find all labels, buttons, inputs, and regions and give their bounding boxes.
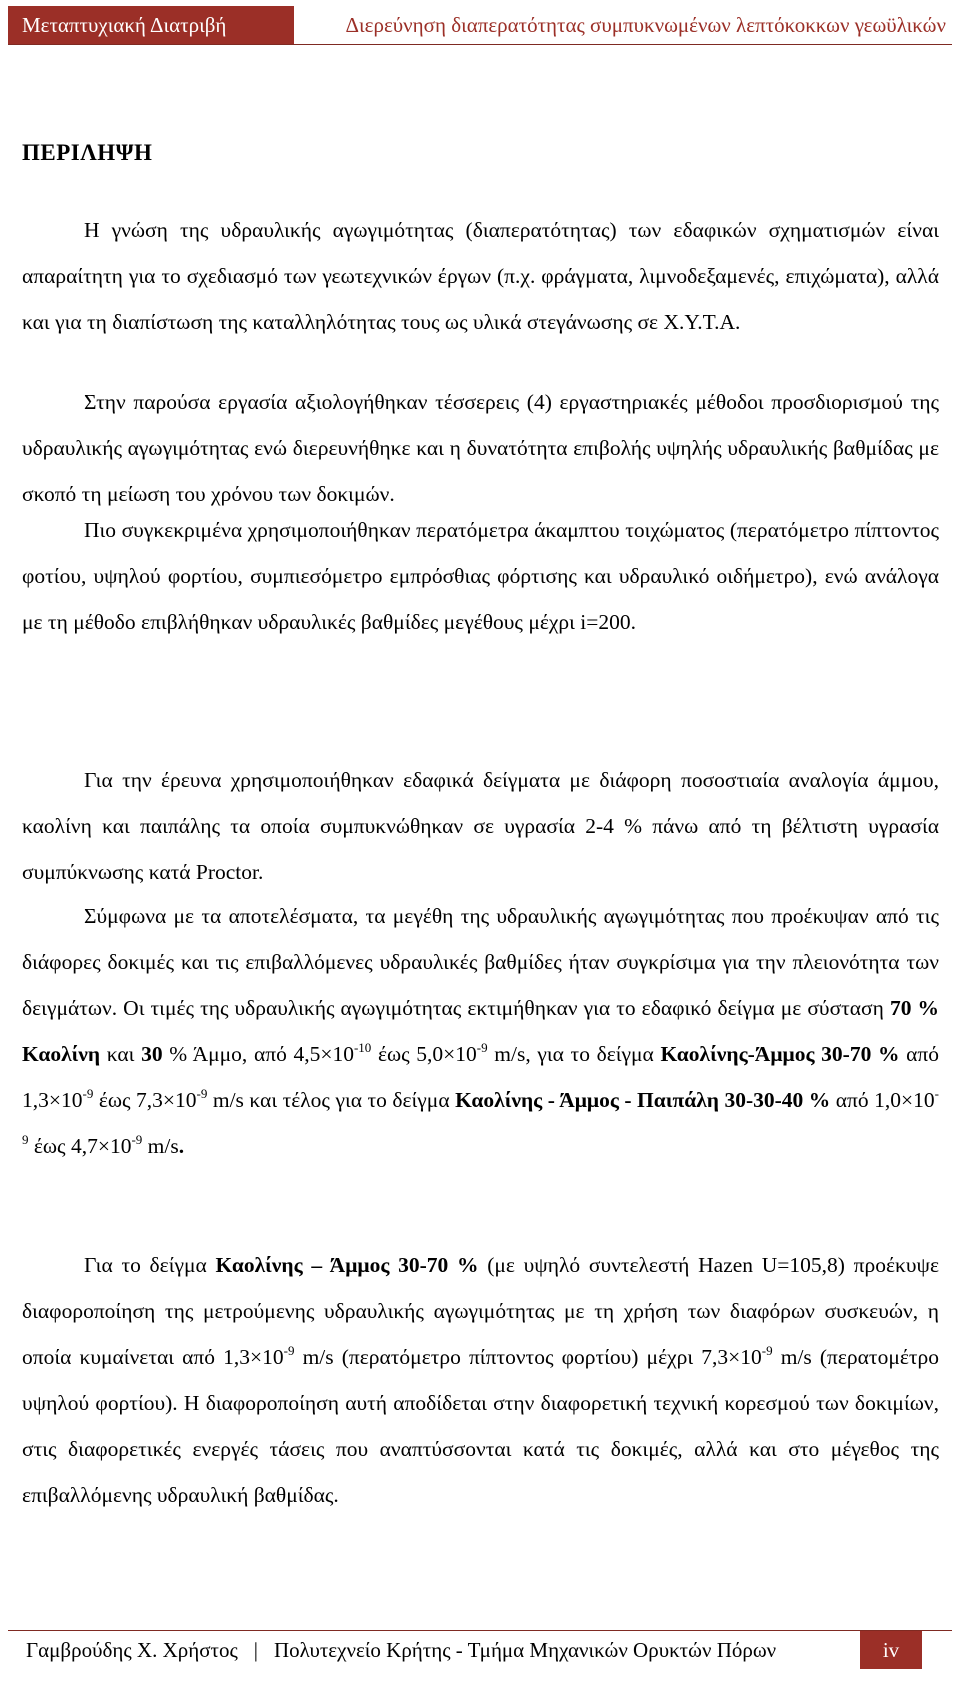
p5-exponent: -9 — [22, 1086, 939, 1147]
paragraph-6 — [22, 1242, 939, 1518]
p5-bold: 30 — [141, 1042, 163, 1066]
p5-exponent: -9 — [196, 1086, 208, 1101]
p5-text: και — [100, 1042, 142, 1066]
p5-text: m/s και τέλος για το δείγμα — [207, 1088, 456, 1112]
p5-text: έως 5,0×10 — [371, 1042, 477, 1066]
p5-text: έως 4,7×10 — [28, 1134, 132, 1158]
p6-exponent: -9 — [283, 1343, 295, 1358]
p5-bold: Καολίνης-Άμμος 30-70 % — [660, 1042, 900, 1066]
page-footer — [8, 1630, 952, 1669]
paragraph-2: Στην παρούσα εργασία αξιολογήθηκαν τέσσερεις (4) εργαστηριακές μέθοδοι προσδιορισμού της υδραυλικής αγωγιμότητας ενώ διερευνήθηκε και η δυνατότητα επιβολής υψηλής υδραυλικής βαθμίδας με σκοπό τη μείωση του χρόνου των δοκιμών. — [22, 390, 939, 506]
footer-institution: Πολυτεχνείο Κρήτης - Τμήμα Μηχανικών Ορυκτών Πόρων — [274, 1638, 777, 1662]
page-number: iv — [860, 1631, 922, 1669]
page-header — [8, 6, 952, 45]
paragraph-1: Η γνώση της υδραυλικής αγωγιμότητας (διαπερατότητας) των εδαφικών σχηματισμών είναι απαραίτητη για το σχεδιασμό των γεωτεχνικών έργων (π.χ. φράγματα, λιμνοδεξαμενές, επιχώματα), αλλά και για τη διαπίστωση της καταλληλότητας τους ως υλικά στεγάνωσης σε Χ.Υ.Τ.Α. — [22, 218, 939, 334]
section-title: ΠΕΡΙΛΗΨΗ — [22, 140, 153, 165]
p5-text: Σύμφωνα με τα αποτελέσματα, τα μεγέθη της υδραυλικής αγωγιμότητας που προέκυψαν από τις διάφορες δοκιμές και τις επιβαλλόμενες υδραυλικές βαθμίδες ήταν συγκρίσιμα για την πλειονότητα των δειγμάτων. Οι τιμές της υδραυλικής αγωγιμότητας εκτιμήθηκαν για το εδαφικό δείγμα με σύσταση — [22, 904, 939, 1020]
p5-bold: Καολίνης - Άμμος - Παιπάλη 30-30-40 % — [455, 1088, 831, 1112]
paragraph-3: Πιο συγκεκριμένα χρησιμοποιήθηκαν περατόμετρα άκαμπτου τοιχώματος (περατόμετρο πίπτοντος φοτίου, υψηλού φορτίου, συμπιεσόμετρο εμπρόσθιας φόρτισης και υδραυλικό οιδήμετρο), ενώ ανάλογα με τη μέθοδο επιβλήθηκαν υδραυλικές βαθμίδες μεγέθους μέχρι i=200. — [22, 518, 939, 634]
p6-text: (με υψηλό συντελεστή Hazen U=105,8) προέκυψε διαφοροποίηση της μετρούμενης υδραυλικής αγωγιμότητας με τη χρήση των διαφόρων συσκευών, η οποία κυμαίνεται από 1,3×10 — [22, 1253, 939, 1369]
paragraph-5 — [22, 893, 939, 1169]
header-thesis-title: Διερεύνηση διαπερατότητας συμπυκνωμένων λεπτόκοκκων γεωϋλικών — [345, 13, 946, 37]
footer-author: Γαμβρούδης Χ. Χρήστος — [26, 1638, 238, 1662]
p5-exponent: -9 — [476, 1040, 488, 1055]
p5-text: από 1,3×10 — [22, 1042, 939, 1112]
paragraph-4: Για την έρευνα χρησιμοποιήθηκαν εδαφικά δείγματα με διάφορη ποσοστιαία αναλογία άμμου, καολίνη και παιπάλης τα οποία συμπυκνώθηκαν σε υγρασία 2-4 % πάνω από τη βέλτιστη υγρασία συμπύκνωσης κατά Proctor. — [22, 768, 939, 884]
p5-text: έως 7,3×10 — [93, 1088, 197, 1112]
footer-text — [26, 1631, 776, 1669]
p5-exponent: -10 — [353, 1040, 372, 1055]
p6-text: m/s (περατομέτρο υψηλού φορτίου). Η διαφοροποίηση αυτή αποδίδεται στην διαφορετική τεχνική κορεσμού των δοκιμίων, στις διαφορετικές ενεργές τάσεις που αναπτύσσονται κατά τις δοκιμές, αλλά και στο μέγεθος της επιβαλλόμενης υδραυλική βαθμίδας. — [22, 1345, 939, 1507]
p6-exponent: -9 — [761, 1343, 773, 1358]
header-thesis-label: Μεταπτυχιακή Διατριβή — [8, 6, 294, 44]
p6-text: Για το δείγμα — [84, 1253, 216, 1277]
p6-text: m/s (περατόμετρο πίπτοντος φορτίου) μέχρι 7,3×10 — [294, 1345, 762, 1369]
p5-text: % Άμμο, από 4,5×10 — [162, 1042, 354, 1066]
p5-bold: . — [178, 1134, 185, 1158]
p5-text: από 1,0×10 — [830, 1088, 935, 1112]
p6-bold: Καολίνης – Άμμος 30-70 % — [215, 1253, 479, 1277]
p5-exponent: -9 — [82, 1086, 94, 1101]
p5-bold: 70 % Καολίνη — [22, 996, 940, 1066]
footer-separator: | — [253, 1638, 258, 1662]
p5-text: m/s — [142, 1134, 179, 1158]
p5-text: m/s, για το δείγμα — [487, 1042, 661, 1066]
p5-exponent: -9 — [131, 1132, 143, 1147]
